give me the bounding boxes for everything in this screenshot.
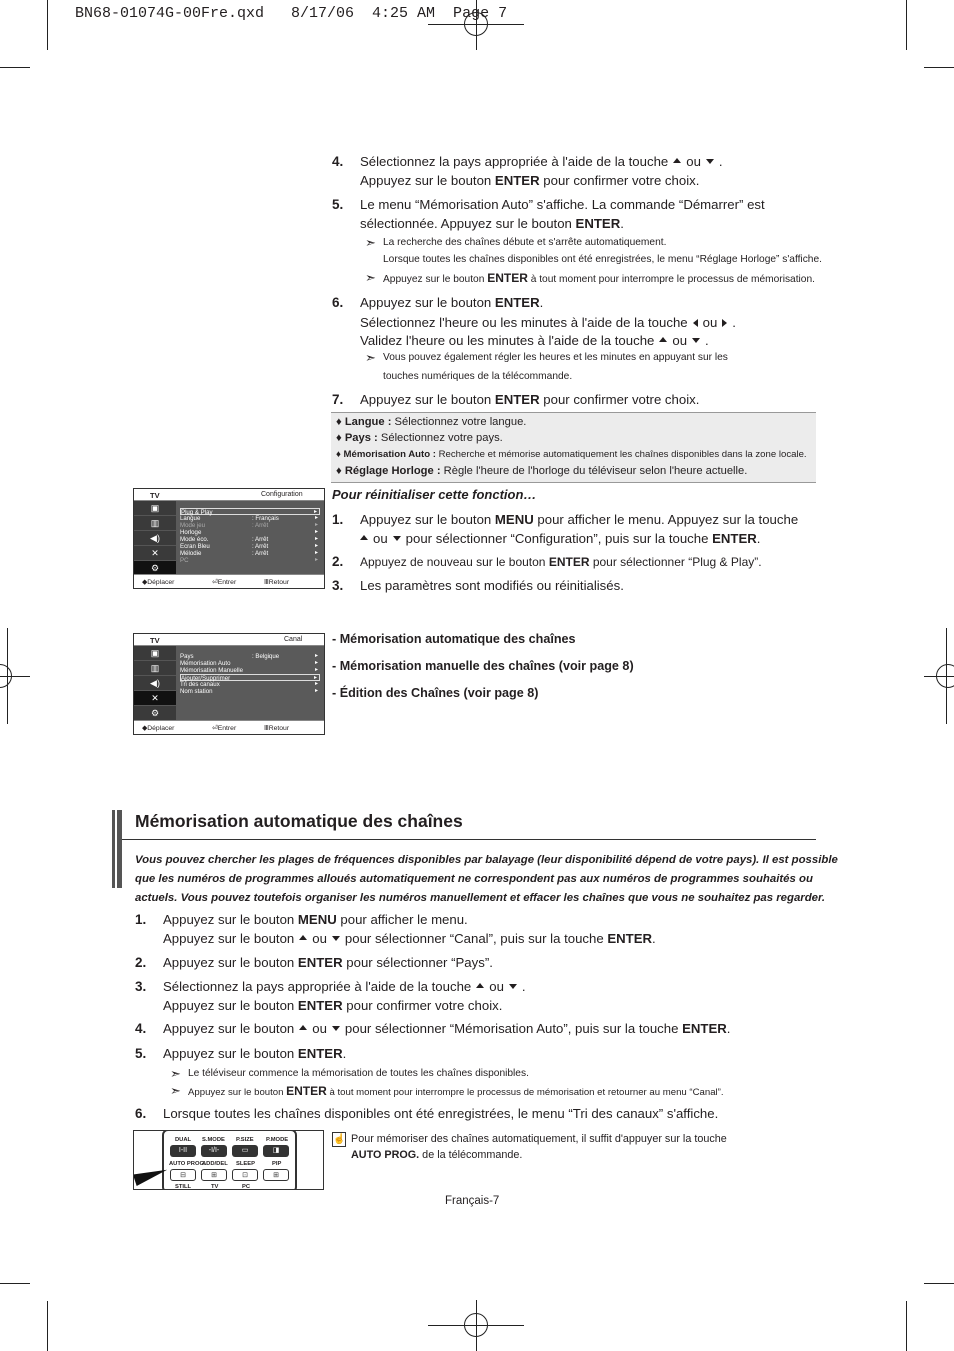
- reset-title: Pour réinitialiser cette fonction…: [332, 487, 537, 502]
- speaker-icon: ◀): [134, 531, 176, 546]
- sleep-button[interactable]: ⊡: [232, 1169, 258, 1181]
- picture-icon: ▣: [134, 646, 176, 661]
- up-arrow-icon: [673, 158, 681, 163]
- smode-button[interactable]: -I/I-: [201, 1145, 227, 1157]
- registration-mark: [924, 676, 954, 677]
- section-intro: Vous pouvez chercher les plages de fréquences disponibles par balayage (leur disponibilité dépend de votre pays). Il est possible que les numéros de programmes alloués automatiquement ne correspondent pas aux numéros de programmes souhaités ou actuels. Vous pouvez toutefois organiser les numéros manuellement et effacer les chaînes que vous ne souhaitez pas regarder.: [135, 854, 838, 904]
- sound-icon: ▥: [134, 516, 176, 531]
- menu-item[interactable]: Mode éco. : Arrêt ▸: [180, 536, 318, 543]
- pmode-button[interactable]: ◨: [263, 1145, 289, 1157]
- channel-icon: ✕: [134, 691, 176, 706]
- down-arrow-icon: [393, 536, 401, 541]
- info-row: ♦ Langue : Sélectionnez votre langue.: [336, 416, 527, 428]
- note-arrow-icon: ➣: [170, 1066, 181, 1081]
- up-arrow-icon: [299, 1025, 307, 1030]
- menu-item[interactable]: Horloge ▸: [180, 529, 318, 536]
- tip-text: Pour mémoriser des chaînes automatiquement, il suffit d'appuyer sur la touche AUTO PROG. de la télécommande.: [351, 1133, 727, 1161]
- enter-hint: ⏎Entrer: [212, 579, 237, 586]
- up-arrow-icon: [299, 935, 307, 940]
- menu-item[interactable]: Mélodie : Arrêt ▸: [180, 550, 318, 557]
- crop-mark: [906, 0, 907, 50]
- info-box: [331, 412, 816, 483]
- down-arrow-icon: [509, 984, 517, 989]
- menu-item[interactable]: Mémorisation Auto ▸: [180, 660, 318, 667]
- file-header: BN68-01074G-00Fre.qxd 8/17/06 4:25 AM Page 7: [75, 5, 508, 22]
- menu-item[interactable]: Nom station ▸: [180, 688, 318, 695]
- section-title: Mémorisation automatique des chaînes: [135, 811, 463, 831]
- menu-item[interactable]: Pays : Belgique ▸: [180, 653, 318, 660]
- info-row: ♦ Réglage Horloge : Règle l'heure de l'horloge du téléviseur selon l'heure actuelle.: [336, 465, 748, 477]
- menu-item[interactable]: PC ▸: [180, 557, 318, 564]
- remote-control-illustration: DUAL S.MODE P.SIZE P.MODE I-II -I/I- ▭ ◨ AUTO PROG. ADD/DEL SLEEP PIP ⊟ ⊞ ⊡ ⊞ STILL TV PC: [133, 1130, 324, 1190]
- info-row: ♦ Pays : Sélectionnez votre pays.: [336, 432, 503, 444]
- up-arrow-icon: [659, 337, 667, 342]
- crop-mark: [47, 1301, 48, 1351]
- menu-item[interactable]: Plug & Play ▸: [180, 508, 320, 515]
- link-manual[interactable]: - Mémorisation manuelle des chaînes (voir page 8): [332, 659, 634, 673]
- registration-mark: [7, 628, 8, 724]
- menu-item[interactable]: Ecran Bleu : Arrêt ▸: [180, 543, 318, 550]
- menu-item[interactable]: Tri des canaux ▸: [180, 681, 318, 688]
- psize-button[interactable]: ▭: [232, 1145, 258, 1157]
- picture-icon: ▣: [134, 501, 176, 516]
- tv-menu-canal: TV Canal ▣ ▥ ◀) ✕ ⚙ Pays : Belgique ▸ Mémorisation Auto ▸ Mémorisation Manuelle ▸ Ajouter/Supprimer ▸ Tri des canaux ▸ Nom station ▸ ◆Déplacer ⏎Entrer ⅢRetour: [133, 633, 325, 735]
- note-arrow-icon: ➣: [365, 235, 376, 250]
- move-hint: ◆Déplacer: [142, 579, 175, 586]
- left-arrow-icon: [693, 319, 698, 327]
- link-edit[interactable]: - Édition des Chaînes (voir page 8): [332, 686, 539, 700]
- tv-menu-configuration: TV Configuration ▣ ▥ ◀) ✕ ⚙ Plug & Play ▸ Langue : Français ▸ Mode jeu : Arrêt ▸ Horloge ▸ Mode éco. : Arrêt ▸ Ecran Bleu : Arrêt ▸ Mélodie : Arrêt ▸ PC ▸ ◆Déplacer ⏎Entrer ⅢRetour: [133, 488, 325, 589]
- down-arrow-icon: [692, 338, 700, 343]
- channel-icon: ✕: [134, 546, 176, 561]
- add-del-button[interactable]: ⊞: [201, 1169, 227, 1181]
- crop-mark: [0, 67, 30, 68]
- registration-mark: [428, 24, 524, 25]
- down-arrow-icon: [332, 1026, 340, 1031]
- up-arrow-icon: [476, 983, 484, 988]
- note-arrow-icon: ➣: [365, 350, 376, 365]
- move-hint: ◆Déplacer: [142, 725, 175, 732]
- menu-item[interactable]: Mode jeu : Arrêt ▸: [180, 522, 318, 529]
- crop-mark: [0, 1283, 30, 1284]
- registration-mark: [0, 676, 30, 677]
- setup-icon: ⚙: [134, 561, 176, 576]
- down-arrow-icon: [706, 159, 714, 164]
- info-row: ♦ Mémorisation Auto : Recherche et mémorise automatiquement les chaînes disponibles dans la zone locale.: [336, 449, 807, 460]
- dual-button[interactable]: I-II: [170, 1145, 196, 1157]
- page-number: Français-7: [445, 1195, 500, 1207]
- note-arrow-icon: ➣: [170, 1083, 181, 1098]
- registration-mark: [428, 1325, 524, 1326]
- menu-item[interactable]: Ajouter/Supprimer ▸: [180, 674, 320, 681]
- down-arrow-icon: [332, 936, 340, 941]
- section-bar: [117, 810, 122, 888]
- crop-mark: [906, 1301, 907, 1351]
- crop-mark: [47, 0, 48, 50]
- enter-hint: ⏎Entrer: [212, 725, 237, 732]
- section-rule: [122, 839, 816, 840]
- setup-icon: ⚙: [134, 706, 176, 721]
- registration-mark: [946, 628, 947, 724]
- speaker-icon: ◀): [134, 676, 176, 691]
- return-hint: ⅢRetour: [264, 725, 290, 732]
- pip-button[interactable]: ⊞: [263, 1169, 289, 1181]
- crop-mark: [924, 1283, 954, 1284]
- right-arrow-icon: [722, 319, 727, 327]
- auto-prog-button[interactable]: ⊟: [170, 1169, 196, 1181]
- crop-mark: [924, 67, 954, 68]
- menu-item[interactable]: Langue : Français ▸: [180, 515, 318, 522]
- menu-item[interactable]: Mémorisation Manuelle ▸: [180, 667, 318, 674]
- hand-icon: ☝: [333, 1134, 346, 1145]
- section-bar: [112, 810, 115, 888]
- note-arrow-icon: ➣: [365, 270, 376, 285]
- sound-icon: ▥: [134, 661, 176, 676]
- return-hint: ⅢRetour: [264, 579, 290, 586]
- up-arrow-icon: [360, 535, 368, 540]
- link-auto[interactable]: - Mémorisation automatique des chaînes: [332, 632, 576, 646]
